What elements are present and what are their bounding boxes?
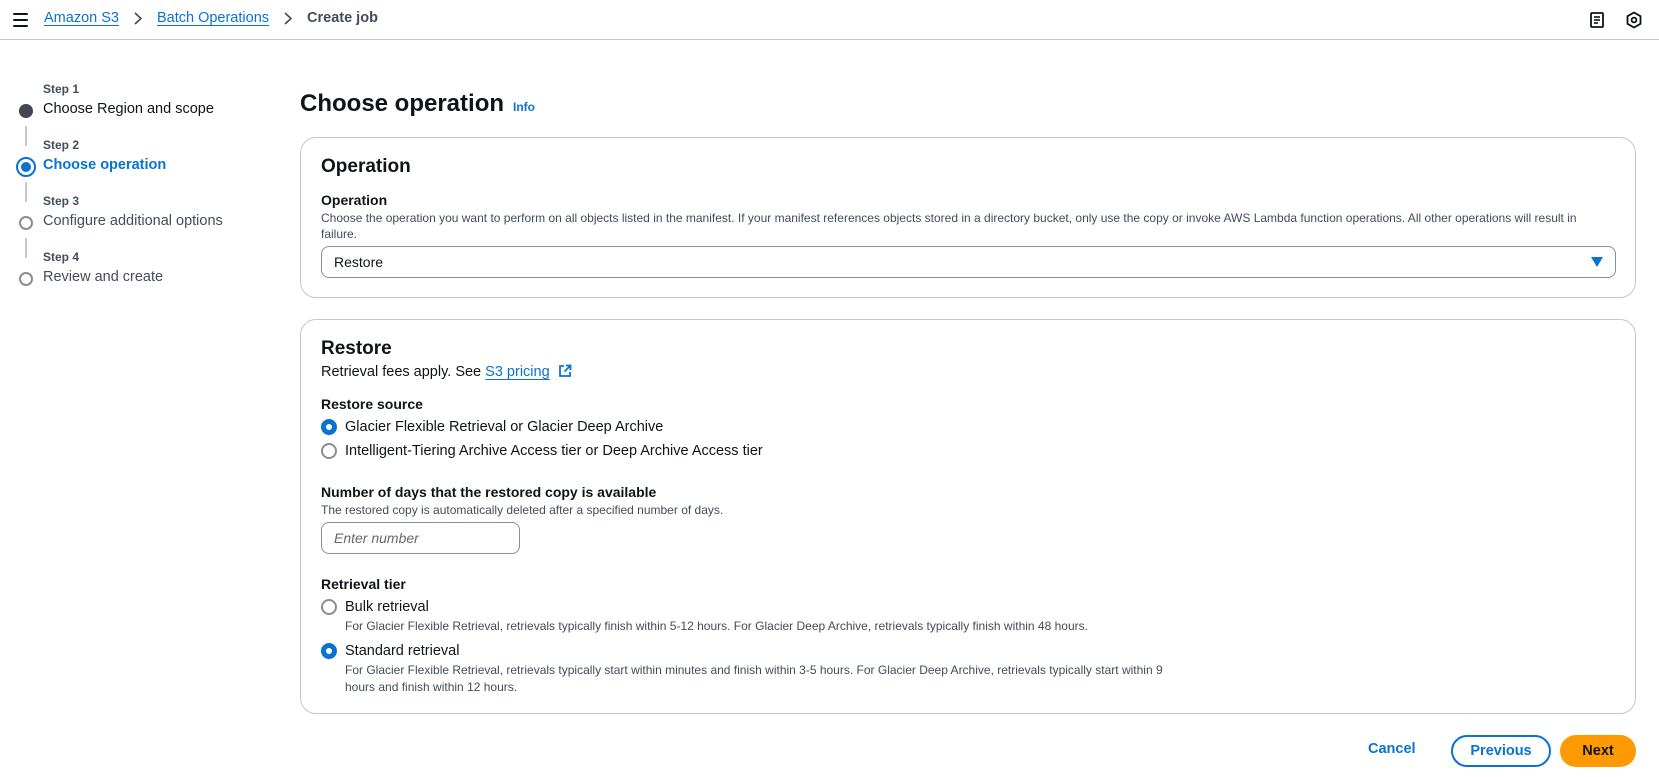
chevron-right-icon [283,11,293,25]
days-available-input[interactable] [321,522,520,554]
page-title: Choose operation [300,90,505,117]
breadcrumb-create-job: Create job [307,10,378,26]
radio-label: Standard retrieval [345,643,460,659]
page-header [300,90,535,118]
s3-pricing-link[interactable]: S3 pricing [485,364,550,380]
breadcrumb-amazon-s3[interactable]: Amazon S3 [44,10,119,26]
step-label: Configure additional options [43,213,223,229]
notifications-panel-icon[interactable] [1586,9,1608,31]
step-pending-icon [19,216,33,230]
operation-field-description: Choose the operation you want to perform on all objects listed in the manifest. If your manifest references objects stored in a directory bucket, only use the copy or invoke AWS Lambda function operations. All other operations will result in failure. [321,211,1577,241]
step-label[interactable]: Choose Region and scope [43,101,214,117]
standard-retrieval-description: For Glacier Flexible Retrieval, retrievals typically start within minutes and finish within 3-5 hours. For Glacier Deep Archive, retrievals typically start within 9 hours and finish within 12 hours. [345,663,1163,694]
step-complete-icon [19,104,33,118]
bulk-retrieval-description: For Glacier Flexible Retrieval, retrievals typically finish within 5-12 hours. For Glacier Deep Archive, retrievals typically finish within 48 hours. [345,619,1088,633]
step-number: Step 4 [43,250,80,264]
wizard-step-1 [16,82,266,138]
wizard-step-4 [16,250,266,306]
operation-select[interactable] [321,246,1616,278]
days-available-label: Number of days that the restored copy is available [321,484,657,500]
wizard-step-2 [16,138,266,194]
restore-heading: Restore [321,338,392,359]
retrieval-tier-label: Retrieval tier [321,576,406,592]
operation-container [300,137,1636,298]
external-link-icon[interactable] [558,364,572,382]
standard-retrieval-radio[interactable] [321,643,459,659]
restore-source-glacier-radio[interactable] [321,419,663,435]
step-label: Review and create [43,269,164,285]
previous-button[interactable]: Previous [1451,735,1551,767]
step-active-icon [16,157,36,177]
top-navigation-bar [0,0,1659,40]
retrieval-fees-note [321,364,572,382]
radio-checked[interactable] [321,419,337,435]
radio-unchecked[interactable] [321,599,337,615]
wizard-steps [16,82,266,306]
chevron-right-icon [133,11,143,25]
caret-down-icon [1591,257,1603,267]
wizard-step-3 [16,194,266,250]
hamburger-menu-icon[interactable] [8,9,32,31]
bulk-retrieval-radio[interactable] [321,599,429,615]
retrieval-fees-text: Retrieval fees apply. See [321,364,482,380]
operation-heading: Operation [321,156,411,177]
radio-checked[interactable] [321,643,337,659]
settings-hexagon-icon[interactable] [1623,9,1645,31]
radio-label: Bulk retrieval [345,599,429,615]
operation-selected-value: Restore [334,254,384,270]
radio-label: Intelligent-Tiering Archive Access tier or Deep Archive Access tier [345,443,763,459]
step-number: Step 1 [43,82,80,96]
restore-source-intelligent-tiering-radio[interactable] [321,443,763,459]
breadcrumb [44,10,378,26]
radio-unchecked[interactable] [321,443,337,459]
cancel-button[interactable]: Cancel [1368,741,1416,757]
step-pending-icon [19,272,33,286]
step-label: Choose operation [43,157,167,173]
restore-source-label: Restore source [321,396,423,412]
step-number: Step 2 [43,138,80,152]
operation-field-label: Operation [321,192,388,208]
next-button[interactable]: Next [1560,735,1636,767]
days-available-description: The restored copy is automatically deleted after a specified number of days. [321,503,724,517]
restore-container [300,319,1636,714]
breadcrumb-batch-operations[interactable]: Batch Operations [156,10,270,26]
radio-label: Glacier Flexible Retrieval or Glacier Deep Archive [345,419,664,435]
step-number: Step 3 [43,194,80,208]
info-link[interactable]: Info [513,100,536,114]
